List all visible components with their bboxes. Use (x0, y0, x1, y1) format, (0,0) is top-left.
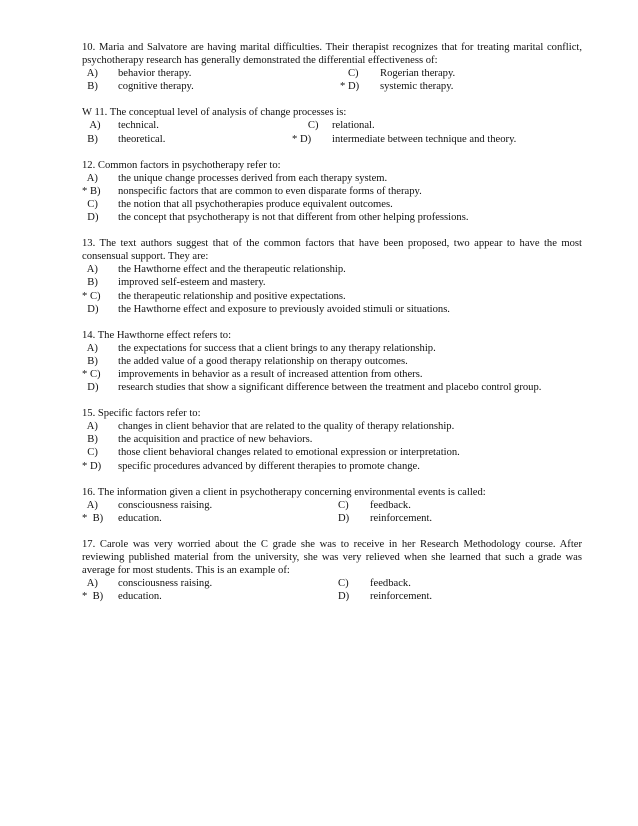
option-text: feedback. (370, 578, 411, 590)
option-marker: * D) (340, 81, 360, 93)
option (82, 198, 582, 211)
question-16 (82, 486, 582, 525)
option-marker: A) (82, 499, 98, 511)
option-row (82, 67, 582, 80)
option-text: nonspecific factors that are common to even disparate forms of therapy. (118, 185, 422, 197)
option-row (82, 80, 582, 93)
option-marker: * C) (82, 368, 101, 380)
option-text: intermediate between technique and theory. (332, 133, 517, 145)
option (82, 368, 582, 381)
option-marker: B) (82, 434, 98, 446)
option-marker: A) (82, 172, 98, 184)
option-marker: B) (82, 355, 98, 367)
option-text: the added value of a good therapy relationship on therapy outcomes. (118, 355, 408, 367)
option-marker: C) (340, 68, 359, 80)
question-11 (82, 106, 582, 145)
option-text: cognitive therapy. (118, 81, 194, 93)
option-text: the expectations for success that a client brings to any therapy relationship. (118, 342, 436, 354)
option-marker: * C) (82, 290, 101, 302)
question-stem: 15. Specific factors refer to: (82, 408, 201, 420)
option-text: consciousness raising. (118, 499, 213, 511)
option-text: systemic therapy. (380, 81, 454, 93)
option (82, 460, 582, 473)
option-marker: D) (82, 212, 99, 224)
option-row (82, 119, 582, 132)
option-text: research studies that show a significant difference between the treatment and placebo control group. (118, 382, 542, 394)
option-marker: D) (82, 382, 99, 394)
option-marker: D) (338, 512, 350, 524)
option-text: the acquisition and practice of new behaviors. (118, 434, 313, 446)
option-text: technical. (118, 120, 159, 132)
question-12 (82, 159, 582, 224)
option (82, 276, 582, 289)
option-text: improved self-esteem and mastery. (118, 277, 266, 289)
option-text: relational. (332, 120, 375, 132)
option-text: theoretical. (118, 133, 166, 145)
option-marker: * B) (82, 512, 104, 524)
option-marker: A) (82, 120, 101, 132)
option-text: reinforcement. (370, 512, 433, 524)
option-text: reinforcement. (370, 591, 433, 603)
option (82, 433, 582, 446)
option-text: consciousness raising. (118, 578, 213, 590)
option-marker: B) (82, 133, 98, 145)
option-marker: * B) (82, 591, 104, 603)
question-10 (82, 41, 582, 93)
option-text: education. (118, 512, 162, 524)
option-marker: C) (338, 578, 349, 590)
option-marker: D) (82, 303, 99, 315)
option-marker: C) (82, 198, 98, 210)
option-text: changes in client behavior that are related to the quality of therapy relationship. (118, 421, 455, 433)
option-text: the unique change processes derived from each therapy system. (118, 172, 388, 184)
question-17 (82, 538, 582, 603)
option (82, 211, 582, 224)
option-text: feedback. (370, 499, 411, 511)
option-marker: C) (82, 447, 98, 459)
option (82, 172, 582, 185)
option (82, 303, 582, 316)
option-marker: B) (82, 81, 98, 93)
option-row (82, 133, 582, 146)
option (82, 446, 582, 459)
option (82, 342, 582, 355)
option-marker: A) (82, 264, 98, 276)
question-stem: 10. Maria and Salvatore are having marital difficulties. Their therapist recognizes that for treating marital conflict, psychotherapy research has generally demonstrated the differential effectiveness of: (82, 42, 582, 67)
option-text: the Hawthorne effect and the therapeutic relationship. (118, 264, 346, 276)
question-15 (82, 407, 582, 472)
exam-page (82, 41, 582, 616)
option (82, 290, 582, 303)
question-stem: 16. The information given a client in psychotherapy concerning environmental events is called: (82, 486, 486, 498)
option (82, 381, 582, 394)
option-marker: A) (82, 342, 98, 354)
option-marker: * B) (82, 185, 101, 197)
option-row (82, 577, 582, 590)
option-text: education. (118, 591, 162, 603)
option-text: the notion that all psychotherapies produce equivalent outcomes. (118, 198, 393, 210)
option-text: the therapeutic relationship and positive expectations. (118, 290, 346, 302)
option-marker: A) (82, 421, 98, 433)
option-marker: D) (338, 591, 350, 603)
option (82, 263, 582, 276)
question-stem: 12. Common factors in psychotherapy refer to: (82, 159, 281, 171)
option-row (82, 590, 582, 603)
question-14 (82, 329, 582, 394)
option-marker: B) (82, 277, 98, 289)
option-text: the concept that psychotherapy is not that different from other helping professions. (118, 212, 469, 224)
option-row (82, 512, 582, 525)
question-13 (82, 237, 582, 316)
option (82, 185, 582, 198)
option-text: improvements in behavior as a result of increased attention from others. (118, 368, 423, 380)
option-text: behavior therapy. (118, 68, 192, 80)
option-text: the Hawthorne effect and exposure to previously avoided stimuli or situations. (118, 303, 450, 315)
question-stem: 13. The text authors suggest that of the common factors that have been proposed, two appear to have the most consensual support. They are: (82, 238, 582, 263)
option-marker: C) (292, 120, 319, 132)
option-text: specific procedures advanced by different therapies to promote change. (118, 460, 420, 472)
question-stem: 17. Carole was very worried about the C grade she was to receive in her Research Methodology course. After reviewing published material from the university, she was very relieved when she learned that such a grade was average for most students. This is an example of: (82, 538, 582, 577)
question-stem: W 11. The conceptual level of analysis of change processes is: (82, 107, 347, 119)
option-marker: * D) (82, 460, 102, 472)
option (82, 420, 582, 433)
option-marker: A) (82, 578, 98, 590)
option (82, 355, 582, 368)
option-text: those client behavioral changes related to emotional expression or interpretation. (118, 447, 460, 459)
option-text: Rogerian therapy. (380, 68, 456, 80)
option-marker: A) (82, 68, 98, 80)
question-stem: 14. The Hawthorne effect refers to: (82, 329, 232, 341)
option-row (82, 499, 582, 512)
option-marker: C) (338, 499, 349, 511)
option-marker: * D) (292, 133, 312, 145)
